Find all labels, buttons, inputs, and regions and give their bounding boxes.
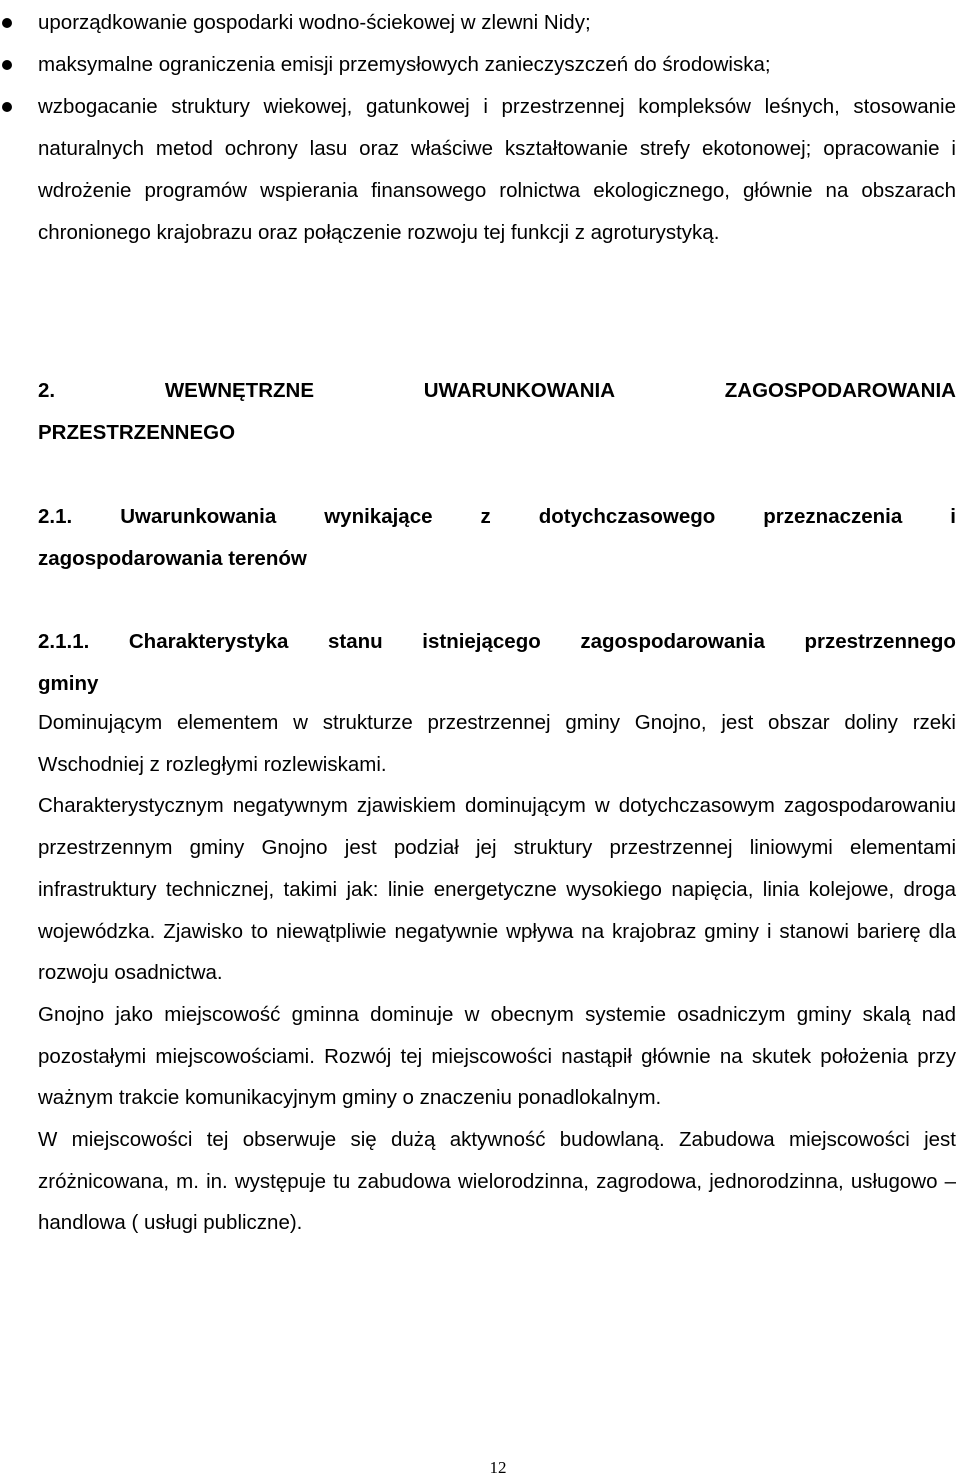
- bullet-dot-icon: [2, 60, 12, 70]
- bullet-item: [0, 44, 960, 86]
- heading-word: z: [480, 505, 491, 528]
- heading-word: WEWNĘTRZNE: [164, 379, 315, 402]
- page-number: 12: [489, 1458, 507, 1477]
- heading-line: gminy: [38, 672, 99, 695]
- heading-word: przestrzennego: [804, 630, 956, 653]
- heading-word: ZAGOSPODAROWANIA: [724, 379, 956, 402]
- heading-word: istniejącego: [422, 630, 541, 653]
- section-2-1-1-heading: [38, 621, 956, 705]
- heading-number: 2.1.: [38, 505, 73, 528]
- heading-number: 2.: [38, 379, 56, 402]
- bullet-dot-icon: [2, 18, 12, 28]
- heading-word: i: [950, 505, 956, 528]
- heading-word: UWARUNKOWANIA: [423, 379, 616, 402]
- bullet-item: [0, 2, 960, 44]
- paragraph: Gnojno jako miejscowość gminna dominuje w obecnym systemie osadniczym gminy skalą nad pozostałymi miejscowościami. Rozwój tej miejscowości nastąpił głównie na skutek położenia przy ważnym trakcie komunikacyjnym gminy o znaczeniu ponadlokalnym.: [38, 1002, 956, 1110]
- bullet-list: [0, 2, 960, 254]
- bullet-item: [0, 86, 960, 254]
- bullet-text: maksymalne ograniczenia emisji przemysłowych zanieczyszczeń do środowiska;: [38, 53, 771, 76]
- paragraph: Dominującym elementem w strukturze przestrzennej gminy Gnojno, jest obszar doliny rzeki Wschodniej z rozległymi rozlewiskami.: [38, 711, 956, 776]
- bullet-text: wzbogacanie struktury wiekowej, gatunkowej i przestrzennej kompleksów leśnych, stosowanie naturalnych metod ochrony lasu oraz właściwe kształtowanie strefy ekotonowej; opracowanie i wdrożenie programów wspierania finansowego rolnictwa ekologicznego, głównie na obszarach chronionego krajobrazu oraz połączenie rozwoju tej funkcji z agroturystyką.: [38, 95, 956, 244]
- bullet-dot-icon: [2, 102, 12, 112]
- section-2-1-heading: [38, 496, 956, 580]
- bullet-text: uporządkowanie gospodarki wodno-ściekowej w zlewni Nidy;: [38, 11, 591, 34]
- paragraph: Charakterystycznym negatywnym zjawiskiem dominującym w dotychczasowym zagospodarowaniu przestrzennym gminy Gnojno jest podział jej struktury przestrzennej liniowymi elementami infrastruktury technicznej, takimi jak: linie energetyczne wysokiego napięcia, linia kolejowe, droga wojewódzka. Zjawisko to niewątpliwie negatywnie wpływa na krajobraz gminy i stanowi barierę dla rozwoju osadnictwa.: [38, 794, 956, 985]
- heading-word: dotychczasowego: [538, 505, 716, 528]
- heading-line: PRZESTRZENNEGO: [38, 421, 236, 444]
- section-2-heading: [38, 370, 956, 454]
- heading-word: wynikające: [324, 505, 433, 528]
- body-text: [38, 702, 956, 1244]
- heading-number: 2.1.1.: [38, 630, 90, 653]
- heading-line: zagospodarowania terenów: [38, 547, 307, 570]
- heading-word: Uwarunkowania: [120, 505, 277, 528]
- heading-word: Charakterystyka: [128, 630, 289, 653]
- heading-word: zagospodarowania: [580, 630, 765, 653]
- heading-word: przeznaczenia: [763, 505, 903, 528]
- heading-word: stanu: [328, 630, 383, 653]
- paragraph: W miejscowości tej obserwuje się dużą aktywność budowlaną. Zabudowa miejscowości jest zróżnicowana, m. in. występuje tu zabudowa wielorodzinna, zagrodowa, jednorodzinna, usługowo – handlowa ( usługi publiczne).: [38, 1128, 956, 1235]
